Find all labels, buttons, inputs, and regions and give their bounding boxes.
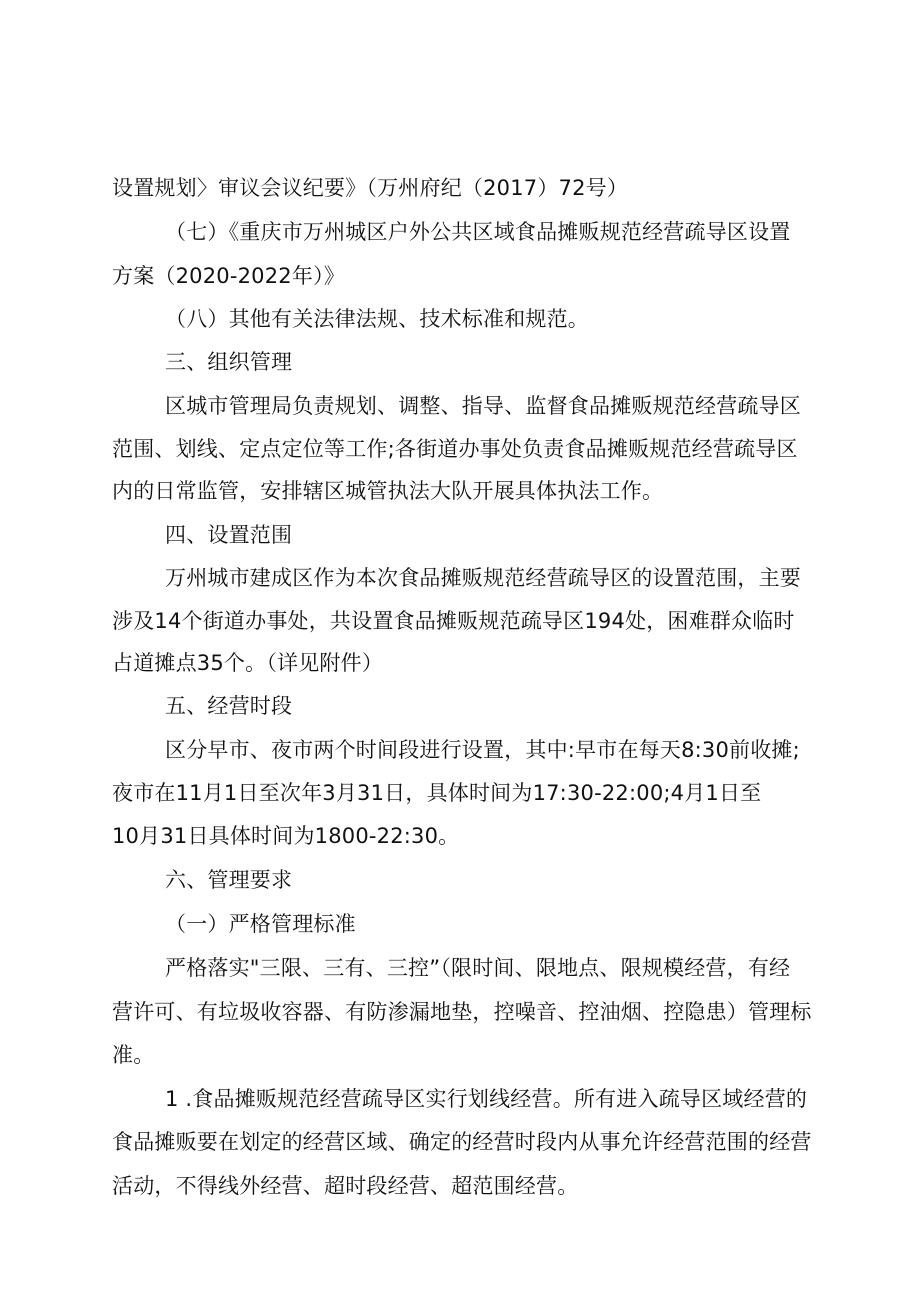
text-line: 活动，不得线外经营、超时段经营、超范围经营。 bbox=[112, 1174, 579, 1198]
text-line: 方案（2020-2022年）》 bbox=[112, 264, 345, 288]
section-heading: 三、组织管理 bbox=[165, 350, 293, 374]
text-line: 10月31日具体时间为1800-22:30。 bbox=[112, 824, 460, 848]
text-line: 设置规划〉审议会议纪要》（万州府纪（2017）72号） bbox=[112, 176, 629, 200]
text-line: 区城市管理局负责规划、调整、指导、监督食品摊贩规范经营疏导区 bbox=[165, 394, 801, 418]
text-line: （七）《重庆市万州城区户外公共区域食品摊贩规范经营疏导区设置 bbox=[165, 220, 791, 244]
text-line: 准。 bbox=[112, 1043, 155, 1067]
text-line: 夜市在11月1日至次年3月31日，具体时间为17:30-22:00;4月1日至 bbox=[112, 781, 762, 805]
text-line: 食品摊贩要在划定的经营区域、确定的经营时段内从事允许经营范围的经营 bbox=[112, 1130, 812, 1154]
text-line: 严格落实"三限、三有、三控”（限时间、限地点、限规模经营，有经 bbox=[165, 956, 791, 980]
subsection-heading: （一）严格管理标准 bbox=[165, 912, 356, 936]
text-line: 占道摊点35个。（详见附件） bbox=[112, 651, 384, 675]
text-line: 内的日常监管，安排辖区城管执法大队开展具体执法工作。 bbox=[112, 479, 664, 503]
text-line: （八）其他有关法律法规、技术标准和规范。 bbox=[165, 307, 589, 331]
text-line: 1 .食品摊贩规范经营疏导区实行划线经营。所有进入疏导区域经营的 bbox=[165, 1087, 808, 1111]
text-line: 范围、划线、定点定位等工作;各街道办事处负责食品摊贩规范经营疏导区 bbox=[112, 437, 798, 461]
text-line: 涉及14个街道办事处，共设置食品摊贩规范疏导区194处，困难群众临时 bbox=[112, 609, 795, 633]
text-line: 营许可、有垃圾收容器、有防渗漏地垫，控噪音、控油烟、控隐患）管理标 bbox=[112, 1000, 812, 1024]
section-heading: 六、管理要求 bbox=[165, 868, 293, 892]
text-line: 区分早市、夜市两个时间段进行设置，其中:早市在每天8:30前收摊; bbox=[165, 738, 800, 762]
section-heading: 五、经营时段 bbox=[165, 694, 293, 718]
section-heading: 四、设置范围 bbox=[165, 523, 293, 547]
text-line: 万州城市建成区作为本次食品摊贩规范经营疏导区的设置范围，主要 bbox=[165, 566, 801, 590]
